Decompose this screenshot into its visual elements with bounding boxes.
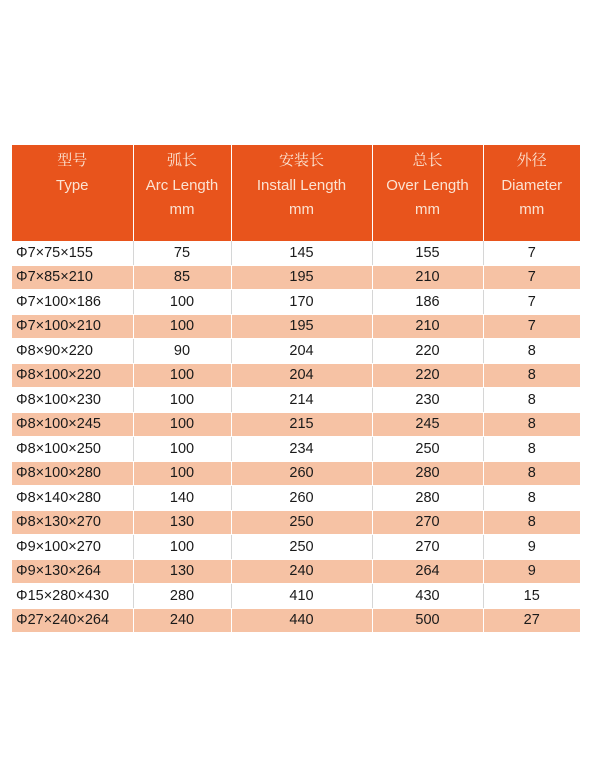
cell-type: Φ8×130×270 [12,510,133,535]
cell-install-length: 260 [231,461,372,486]
cell-type: Φ9×130×264 [12,559,133,584]
table-row [12,265,580,290]
cell-over-length: 210 [372,265,483,290]
table-body [12,241,580,633]
cell-arc-length: 100 [133,461,231,486]
header-diameter-unit: mm [519,201,545,218]
cell-arc-length: 130 [133,510,231,535]
cell-diameter: 8 [483,461,580,486]
cell-arc-length: 100 [133,388,231,413]
cell-type: Φ8×100×280 [12,461,133,486]
cell-diameter: 9 [483,559,580,584]
cell-type: Φ8×140×280 [12,486,133,511]
cell-diameter: 8 [483,510,580,535]
header-diameter-cn: 外径 [516,152,547,169]
header-diameter [483,145,580,241]
cell-type: Φ8×100×230 [12,388,133,413]
table-row [12,314,580,339]
cell-diameter: 8 [483,388,580,413]
cell-install-length: 214 [231,388,372,413]
cell-over-length: 155 [372,241,483,265]
cell-over-length: 500 [372,608,483,633]
cell-type: Φ8×100×250 [12,437,133,462]
cell-diameter: 7 [483,265,580,290]
cell-type: Φ7×85×210 [12,265,133,290]
table-row [12,535,580,560]
cell-over-length: 430 [372,584,483,609]
cell-type: Φ7×100×186 [12,290,133,315]
cell-type: Φ7×100×210 [12,314,133,339]
cell-arc-length: 130 [133,559,231,584]
header-over-length-en: Over Length [386,176,469,194]
table-row [12,510,580,535]
cell-install-length: 204 [231,339,372,364]
cell-install-length: 240 [231,559,372,584]
cell-diameter: 9 [483,535,580,560]
header-diameter-en: Diameter [501,176,563,194]
cell-diameter: 8 [483,412,580,437]
cell-over-length: 220 [372,339,483,364]
cell-type: Φ15×280×430 [12,584,133,609]
cell-arc-length: 240 [133,608,231,633]
cell-diameter: 15 [483,584,580,609]
cell-arc-length: 100 [133,437,231,462]
table-row [12,486,580,511]
table-row [12,241,580,265]
cell-over-length: 280 [372,486,483,511]
header-arc-length-unit: mm [169,201,195,218]
table-row [12,461,580,486]
header-install-length-en: Install Length [256,176,347,194]
cell-diameter: 8 [483,339,580,364]
cell-install-length: 204 [231,363,372,388]
cell-diameter: 7 [483,290,580,315]
cell-type: Φ27×240×264 [12,608,133,633]
cell-type: Φ8×90×220 [12,339,133,364]
cell-install-length: 195 [231,314,372,339]
cell-install-length: 440 [231,608,372,633]
cell-diameter: 7 [483,314,580,339]
cell-diameter: 8 [483,437,580,462]
table-row [12,363,580,388]
cell-install-length: 260 [231,486,372,511]
cell-over-length: 220 [372,363,483,388]
cell-arc-length: 140 [133,486,231,511]
cell-install-length: 410 [231,584,372,609]
table-header [12,145,580,241]
header-install-length [231,145,372,241]
table-row [12,339,580,364]
cell-over-length: 245 [372,412,483,437]
cell-arc-length: 100 [133,412,231,437]
cell-over-length: 264 [372,559,483,584]
cell-arc-length: 100 [133,535,231,560]
cell-over-length: 230 [372,388,483,413]
header-type-cn: 型号 [57,152,88,169]
header-over-length-unit: mm [415,201,440,218]
cell-install-length: 145 [231,241,372,265]
table-row [12,559,580,584]
header-type-en: Type [55,176,89,194]
cell-arc-length: 100 [133,363,231,388]
cell-arc-length: 280 [133,584,231,609]
cell-over-length: 270 [372,510,483,535]
cell-diameter: 8 [483,486,580,511]
cell-diameter: 8 [483,363,580,388]
cell-install-length: 250 [231,535,372,560]
header-row [12,145,580,241]
table-row [12,437,580,462]
table-row [12,388,580,413]
cell-arc-length: 100 [133,290,231,315]
cell-over-length: 280 [372,461,483,486]
header-install-length-unit: mm [289,201,314,218]
header-over-length-cn: 总长 [412,152,443,169]
cell-type: Φ9×100×270 [12,535,133,560]
header-arc-length-en: Arc Length [145,176,219,194]
header-arc-length-cn: 弧长 [166,152,197,169]
table-row [12,584,580,609]
table-row [12,412,580,437]
spec-table [12,145,580,633]
cell-type: Φ8×100×220 [12,363,133,388]
cell-install-length: 250 [231,510,372,535]
header-install-length-cn: 安装长 [278,152,324,169]
cell-diameter: 27 [483,608,580,633]
cell-diameter: 7 [483,241,580,265]
cell-type: Φ8×100×245 [12,412,133,437]
cell-over-length: 186 [372,290,483,315]
cell-arc-length: 75 [133,241,231,265]
table-row [12,290,580,315]
header-type [12,145,133,241]
cell-install-length: 234 [231,437,372,462]
cell-install-length: 195 [231,265,372,290]
cell-arc-length: 85 [133,265,231,290]
cell-install-length: 170 [231,290,372,315]
cell-arc-length: 90 [133,339,231,364]
cell-over-length: 250 [372,437,483,462]
cell-arc-length: 100 [133,314,231,339]
cell-over-length: 270 [372,535,483,560]
cell-type: Φ7×75×155 [12,241,133,265]
cell-install-length: 215 [231,412,372,437]
header-over-length [372,145,483,241]
table-row [12,608,580,633]
header-arc-length [133,145,231,241]
cell-over-length: 210 [372,314,483,339]
